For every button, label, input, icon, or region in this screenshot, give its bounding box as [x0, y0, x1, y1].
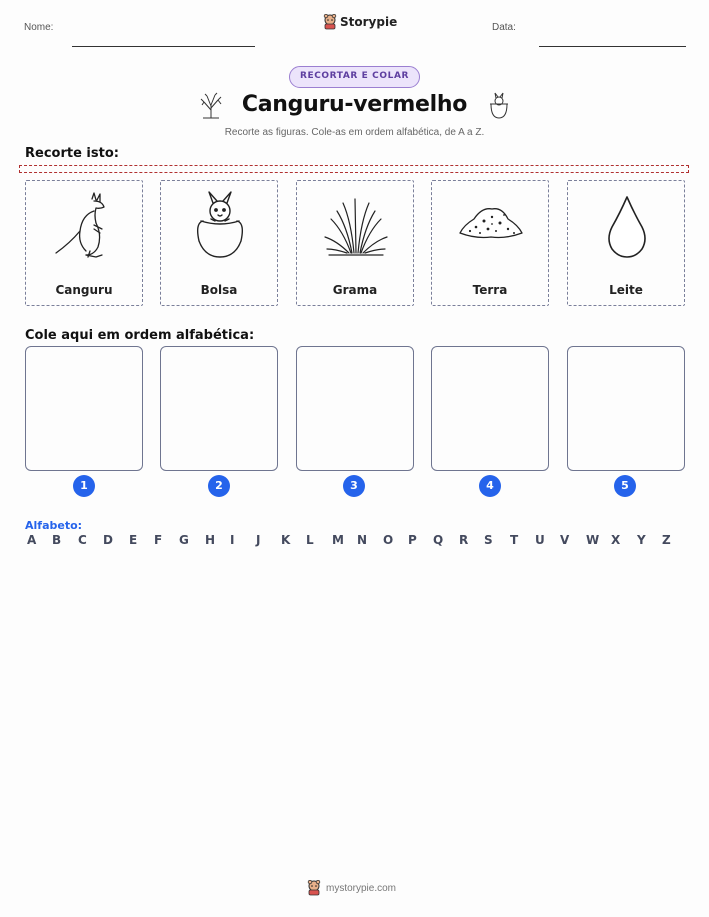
cut-card-terra[interactable] — [431, 180, 549, 306]
alphabet-letter: X — [611, 533, 621, 547]
soil-icon — [456, 191, 526, 271]
alphabet-letter: Q — [433, 533, 444, 547]
paste-box-1[interactable] — [25, 346, 143, 471]
position-number: 3 — [343, 475, 365, 497]
alphabet-letter: C — [78, 533, 87, 547]
instructions: Recorte as figuras. Cole-as em ordem alfabética, de A a Z. — [224, 127, 485, 138]
kangaroo-pouch-icon — [486, 92, 512, 120]
alphabet-letter: D — [103, 533, 113, 547]
alphabet-letter: P — [408, 533, 417, 547]
storypie-mascot-icon — [307, 880, 321, 896]
alphabet-letter: Z — [662, 533, 671, 547]
alphabet-letter: R — [459, 533, 469, 547]
paste-section-heading: Cole aqui em ordem alfabética: — [25, 328, 255, 343]
alphabet-letter: H — [205, 533, 216, 547]
alphabet-letter: G — [179, 533, 189, 547]
alphabet-letter: S — [484, 533, 493, 547]
alphabet-letter: J — [256, 533, 261, 547]
name-label: Nome: — [24, 22, 54, 33]
alphabet-row — [27, 533, 687, 551]
alphabet-letter: U — [535, 533, 545, 547]
card-label: Bolsa — [200, 283, 238, 297]
pouch-icon — [185, 191, 255, 271]
alphabet-letter: K — [281, 533, 291, 547]
alphabet-letter: Y — [637, 533, 646, 547]
alphabet-letter: T — [510, 533, 519, 547]
card-label: Canguru — [55, 283, 113, 297]
footer — [307, 880, 396, 896]
alphabet-letter: I — [230, 533, 235, 547]
card-label: Terra — [472, 283, 508, 297]
cut-card-canguru[interactable] — [25, 180, 143, 306]
cut-line — [19, 165, 689, 173]
worksheet-header — [0, 14, 709, 44]
paste-box-5[interactable] — [567, 346, 685, 471]
position-number: 2 — [208, 475, 230, 497]
storypie-mascot-icon — [323, 14, 337, 30]
position-number: 1 — [73, 475, 95, 497]
grass-icon — [321, 191, 391, 271]
cut-card-bolsa[interactable] — [160, 180, 278, 306]
alphabet-letter: F — [154, 533, 163, 547]
alphabet-letter: W — [586, 533, 600, 547]
date-line — [539, 46, 686, 47]
paste-box-4[interactable] — [431, 346, 549, 471]
alphabet-letter: M — [332, 533, 344, 547]
alphabet-letter: N — [357, 533, 368, 547]
position-number: 5 — [614, 475, 636, 497]
alphabet-letter: E — [129, 533, 138, 547]
alphabet-letter: A — [27, 533, 37, 547]
alphabet-letter: L — [306, 533, 314, 547]
date-label: Data: — [492, 22, 516, 33]
alphabet-letter: O — [383, 533, 394, 547]
paste-box-2[interactable] — [160, 346, 278, 471]
brand-name: Storypie — [340, 15, 398, 29]
card-label: Grama — [332, 283, 378, 297]
brand-logo — [323, 14, 397, 30]
cut-card-leite[interactable] — [567, 180, 685, 306]
position-number: 4 — [479, 475, 501, 497]
alphabet-letter: V — [560, 533, 570, 547]
alphabet-title: Alfabeto: — [25, 519, 83, 532]
activity-badge: RECORTAR E COLAR — [289, 66, 420, 88]
worksheet-title: Canguru-vermelho — [241, 92, 468, 117]
cut-card-grama[interactable] — [296, 180, 414, 306]
alphabet-letter: B — [52, 533, 62, 547]
footer-url: mystorypie.com — [326, 882, 397, 894]
kangaroo-icon — [50, 191, 120, 271]
card-label: Leite — [609, 283, 643, 297]
cut-section-heading: Recorte isto: — [25, 146, 119, 161]
name-line — [72, 46, 255, 47]
milk-drop-icon — [592, 191, 662, 271]
paste-box-3[interactable] — [296, 346, 414, 471]
